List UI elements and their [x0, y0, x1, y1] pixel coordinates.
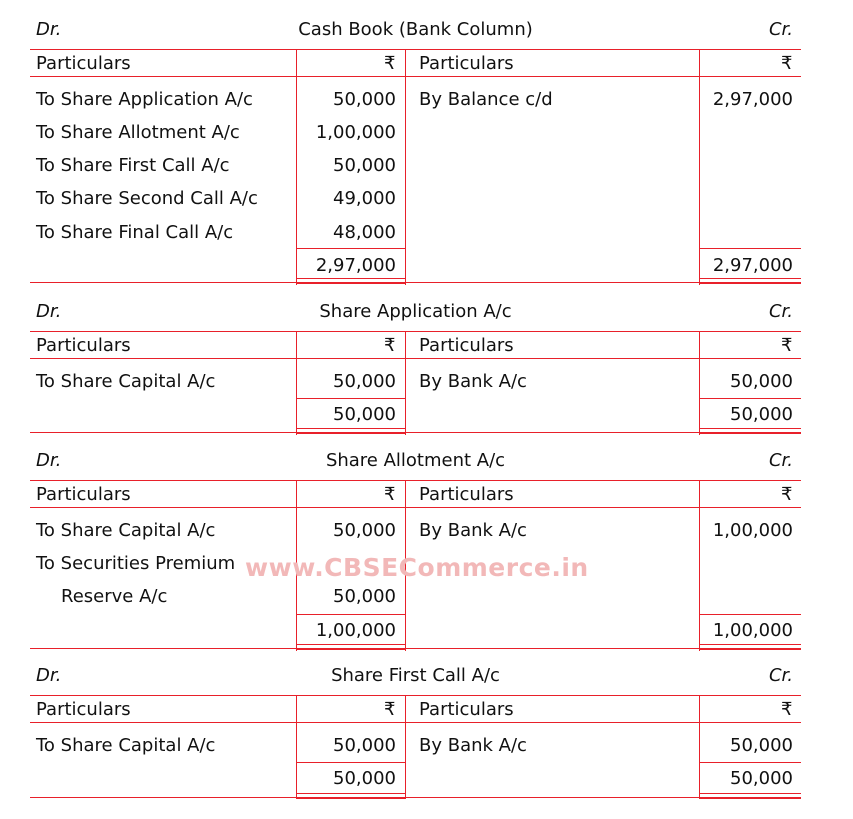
debit-entry-amount: 48,000	[333, 222, 396, 243]
debit-entry-label: To Share Capital A/c	[36, 520, 216, 541]
debit-entry-amount: 50,000	[333, 371, 396, 392]
double-rule-debit	[296, 428, 405, 434]
total-rule-credit	[699, 248, 801, 249]
debit-entry-amount: 1,00,000	[315, 122, 396, 143]
ledger-title-row	[30, 14, 801, 44]
credit-entry-amount: 50,000	[730, 735, 793, 756]
credit-rupee-header: ₹	[781, 484, 793, 505]
debit-entry-label: Reserve A/c	[61, 586, 168, 607]
debit-entry-label: To Share Final Call A/c	[36, 222, 234, 243]
ledger-title-row	[30, 296, 801, 326]
total-rule-debit	[296, 398, 405, 399]
ledger-title: Share Application A/c	[319, 301, 512, 322]
ledger-title: Share Allotment A/c	[325, 450, 506, 471]
header-bottom-rule	[30, 76, 801, 77]
total-rule-credit	[699, 398, 801, 399]
double-rule-debit	[296, 793, 405, 799]
credit-amount-left-rule	[699, 331, 700, 435]
watermark-text: www.CBSECommerce.in	[245, 553, 589, 582]
header-bottom-rule	[30, 507, 801, 508]
ledger-share-application	[30, 296, 801, 436]
credit-amount-left-rule	[699, 49, 700, 285]
credit-entry-label: By Bank A/c	[419, 520, 527, 541]
dr-label: Dr.	[36, 450, 62, 471]
double-rule-debit	[296, 278, 405, 284]
debit-entry-label: To Share Capital A/c	[36, 735, 216, 756]
credit-entry-label: By Balance c/d	[419, 89, 553, 110]
header-top-rule	[30, 480, 801, 481]
credit-entry-label: By Bank A/c	[419, 735, 527, 756]
double-rule-credit	[699, 793, 801, 799]
double-rule-credit	[699, 644, 801, 650]
credit-amount-left-rule	[699, 480, 700, 651]
credit-entry-amount: 1,00,000	[712, 520, 793, 541]
header-top-rule	[30, 331, 801, 332]
debit-total: 1,00,000	[315, 620, 396, 641]
ledger-title-row	[30, 445, 801, 475]
total-rule-debit	[296, 248, 405, 249]
debit-particulars-header: Particulars	[36, 335, 131, 356]
ledger-bottom-rule	[30, 648, 801, 649]
debit-entry-label: To Share First Call A/c	[36, 155, 230, 176]
double-rule-credit	[699, 428, 801, 434]
credit-total: 1,00,000	[712, 620, 793, 641]
ledger-title-row	[30, 660, 801, 690]
debit-particulars-header: Particulars	[36, 53, 131, 74]
credit-total: 2,97,000	[712, 255, 793, 276]
debit-entry-label: To Share Application A/c	[36, 89, 253, 110]
debit-total: 50,000	[333, 768, 396, 789]
debit-entry-amount: 50,000	[333, 735, 396, 756]
debit-particulars-header: Particulars	[36, 699, 131, 720]
debit-particulars-header: Particulars	[36, 484, 131, 505]
dr-label: Dr.	[36, 19, 62, 40]
ledger-share-allotment	[30, 445, 801, 653]
ledger-bottom-rule	[30, 797, 801, 798]
credit-entry-amount: 2,97,000	[712, 89, 793, 110]
credit-particulars-header: Particulars	[419, 484, 514, 505]
credit-particulars-header: Particulars	[419, 335, 514, 356]
credit-rupee-header: ₹	[781, 335, 793, 356]
header-top-rule	[30, 49, 801, 50]
dr-label: Dr.	[36, 665, 62, 686]
debit-entry-label: To Share Second Call A/c	[36, 188, 258, 209]
debit-total: 50,000	[333, 404, 396, 425]
total-rule-debit	[296, 762, 405, 763]
double-rule-credit	[699, 278, 801, 284]
debit-amount-left-rule	[296, 695, 297, 799]
cr-label: Cr.	[768, 665, 793, 686]
ledger-bottom-rule	[30, 282, 801, 283]
double-rule-debit	[296, 644, 405, 650]
ledger-bottom-rule	[30, 432, 801, 433]
debit-amount-right-rule	[405, 695, 406, 799]
credit-particulars-header: Particulars	[419, 53, 514, 74]
dr-label: Dr.	[36, 301, 62, 322]
credit-rupee-header: ₹	[781, 699, 793, 720]
header-bottom-rule	[30, 722, 801, 723]
debit-entry-amount: 49,000	[333, 188, 396, 209]
credit-amount-left-rule	[699, 695, 700, 799]
debit-rupee-header: ₹	[384, 53, 396, 74]
debit-rupee-header: ₹	[384, 699, 396, 720]
debit-total: 2,97,000	[315, 255, 396, 276]
debit-entry-label: To Share Capital A/c	[36, 371, 216, 392]
cr-label: Cr.	[768, 19, 793, 40]
debit-rupee-header: ₹	[384, 335, 396, 356]
ledger-title: Cash Book (Bank Column)	[298, 19, 533, 40]
credit-total: 50,000	[730, 404, 793, 425]
debit-entry-amount: 50,000	[333, 155, 396, 176]
debit-entry-label: To Share Allotment A/c	[36, 122, 240, 143]
header-bottom-rule	[30, 358, 801, 359]
header-top-rule	[30, 695, 801, 696]
ledger-cash-book	[30, 14, 801, 286]
cr-label: Cr.	[768, 301, 793, 322]
ledger-share-first-call	[30, 660, 801, 802]
credit-total: 50,000	[730, 768, 793, 789]
debit-amount-right-rule	[405, 331, 406, 435]
debit-entry-amount: 50,000	[333, 520, 396, 541]
debit-amount-left-rule	[296, 49, 297, 285]
total-rule-debit	[296, 614, 405, 615]
total-rule-credit	[699, 762, 801, 763]
cr-label: Cr.	[768, 450, 793, 471]
credit-entry-amount: 50,000	[730, 371, 793, 392]
debit-amount-left-rule	[296, 331, 297, 435]
debit-entry-amount: 50,000	[333, 89, 396, 110]
credit-particulars-header: Particulars	[419, 699, 514, 720]
debit-rupee-header: ₹	[384, 484, 396, 505]
debit-entry-label: To Securities Premium	[36, 553, 236, 574]
total-rule-credit	[699, 614, 801, 615]
debit-entry-amount: 50,000	[333, 586, 396, 607]
credit-rupee-header: ₹	[781, 53, 793, 74]
debit-amount-right-rule	[405, 49, 406, 285]
credit-entry-label: By Bank A/c	[419, 371, 527, 392]
ledger-title: Share First Call A/c	[331, 665, 500, 686]
